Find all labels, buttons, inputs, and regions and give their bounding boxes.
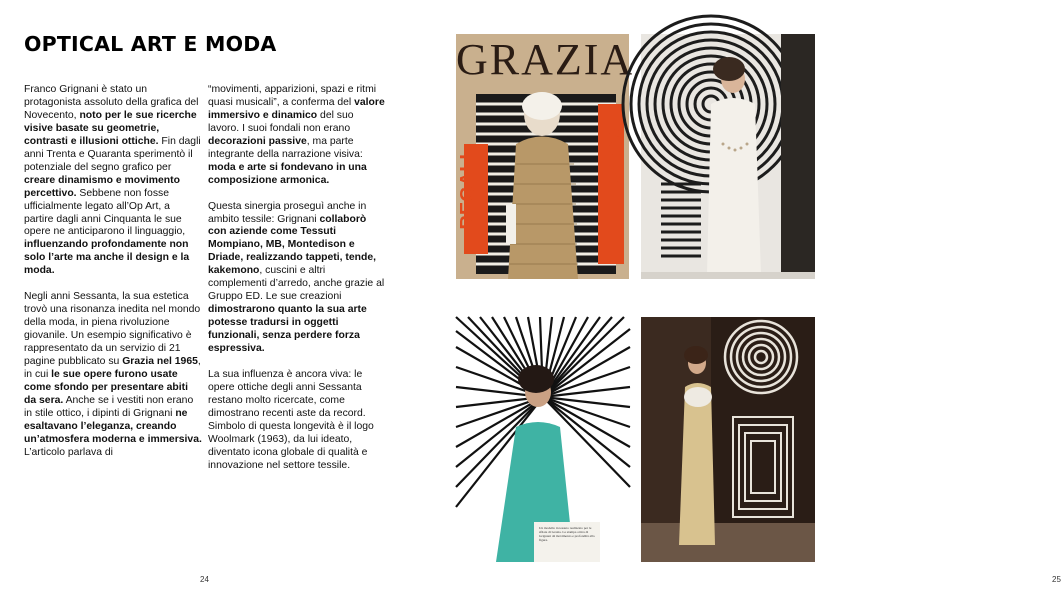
white-dress-photo bbox=[641, 34, 815, 279]
text-column-2 bbox=[208, 84, 386, 486]
bold-text-run: moda e arte si fondevano in una composizione armonica. bbox=[208, 161, 367, 186]
bold-text-run: noto per le sue ricerche visive basate su geometrie, contrasti e illusioni ottiche. bbox=[24, 109, 197, 147]
photo-caption-card: Un modello in tessuto realizzato per le sfilate di Grazia. La stampa ottica di Grignani dà movimento e profondità alla figura. bbox=[536, 523, 598, 561]
text-run: Franco Grignani è stato un protagonista assoluto della grafica del Novecento, bbox=[24, 84, 199, 121]
bold-text-run: dimostrarono quanto la sua arte potesse tradursi in oggetti funzionali, senza perdere forza espressiva. bbox=[208, 304, 367, 355]
text-run: , cuscini e altri complementi d’arredo, anche grazie al Gruppo ED. Le sue creazioni bbox=[208, 265, 385, 303]
text-run: Anche se i vestiti non erano in stile ottico, i dipinti di Grignani bbox=[24, 394, 194, 419]
bold-text-run: creare dinamismo e movimento percettivo. bbox=[24, 174, 180, 199]
body-paragraph bbox=[208, 84, 386, 188]
bold-text-run: influenzando profondamente non solo l’arte ma anche il design e la moda. bbox=[24, 239, 190, 277]
left-page bbox=[0, 0, 419, 595]
body-paragraph bbox=[24, 84, 202, 278]
page-title: OPTICAL ART E MODA bbox=[24, 32, 277, 56]
text-run: L’articolo parlava di bbox=[24, 446, 113, 458]
magazine-side-text-left: REGALI bbox=[457, 154, 479, 230]
bold-text-run: ne esaltavano l’eleganza, creando un’atmosfera moderna e immersiva. bbox=[24, 407, 202, 445]
bold-text-run: Grazia nel 1965 bbox=[122, 356, 198, 367]
magazine-masthead: GRAZIA bbox=[456, 35, 635, 84]
body-paragraph bbox=[208, 369, 386, 473]
text-run: La sua influenza è ancora viva: le opere ottiche degli anni Sessanta restano molto ricercate, come dimostrano recenti aste da record. Simbolo di questa longevità è il logo Woolmark (1963), da lui ideato, diventato icona globale di qualità e innovazione nel settore tessile. bbox=[208, 368, 374, 471]
body-paragraph bbox=[208, 201, 386, 356]
bold-text-run: decorazioni passive bbox=[208, 135, 307, 147]
bold-text-run: valore immersivo e dinamico bbox=[208, 96, 385, 121]
body-paragraph bbox=[24, 291, 202, 459]
page-number-left: 24 bbox=[200, 575, 209, 584]
text-run: , ma parte integrante della narrazione visiva: bbox=[208, 135, 363, 160]
text-column-1 bbox=[24, 84, 202, 473]
text-run: , in cui bbox=[24, 356, 201, 380]
text-run: Negli anni Sessanta, la sua estetica trovò una risonanza inedita nel mondo della moda, in piena rivoluzione giovanile. Un esempio significativo è rappresentato da un servizio di 21 pagine pubblicato su bbox=[24, 291, 201, 367]
turquoise-dress-photo bbox=[456, 317, 630, 562]
text-run: Fin dagli anni Trenta e Quaranta sperimentò il potenziale del segno grafico per bbox=[24, 135, 201, 173]
text-run: Sebbene non fosse ufficialmente legato all’Op Art, a partire dagli anni Cinquanta le sue opere ne anticiparono il linguaggio, bbox=[24, 187, 186, 238]
grazia-cover-photo bbox=[456, 34, 635, 279]
cream-dress-photo bbox=[641, 317, 815, 562]
text-run: Questa sinergia proseguì anche in ambito tessile: Grignani bbox=[208, 200, 367, 225]
text-run: del suo lavoro. I suoi fondali non erano bbox=[208, 109, 354, 134]
text-run: “movimenti, apparizioni, spazi e ritmi quasi musicali”, a conferma del bbox=[208, 84, 377, 108]
page-number-right: 25 bbox=[1052, 575, 1061, 584]
magazine-side-text-right: MODA bbox=[604, 124, 626, 186]
bold-text-run: le sue opere furono usate come sfondo per presentare abiti da sera. bbox=[24, 368, 188, 406]
bold-text-run: collaborò con aziende come Tessuti Mompiano, MB, Montedison e Driade, realizzando tappeti, tende, kakemono bbox=[208, 213, 377, 277]
